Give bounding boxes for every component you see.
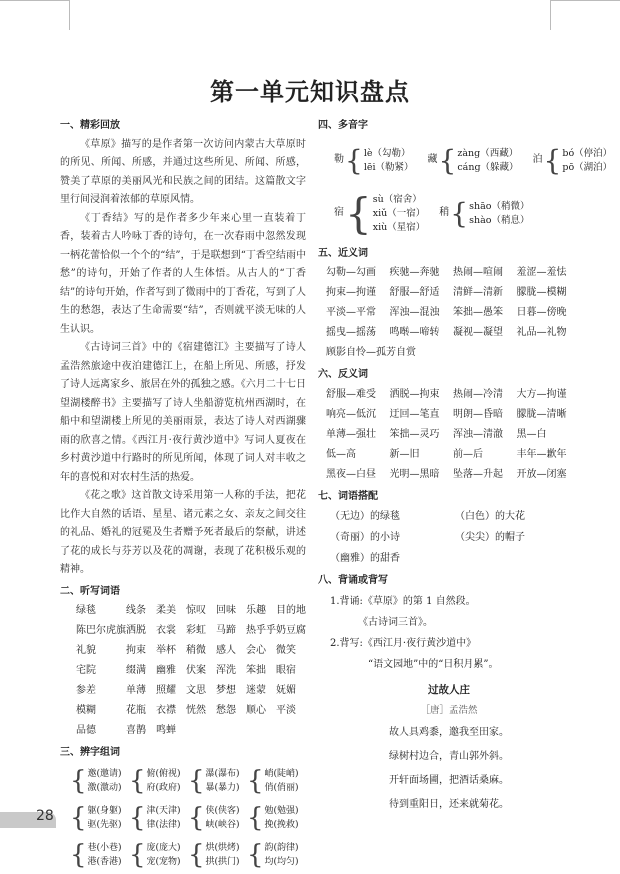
group-word: 俯(俯视) xyxy=(146,769,181,779)
group-word: 侠(侠客) xyxy=(205,806,240,816)
antonym-item: 黑夜—白昼 xyxy=(326,468,376,480)
brace-mark: { xyxy=(70,840,87,870)
dictation-word: 喜鹊 xyxy=(126,725,146,736)
group-word: 津(天津) xyxy=(146,806,181,816)
char-group-row xyxy=(70,800,306,837)
antonym-item: 低—高 xyxy=(326,448,356,460)
group-word: 烘(烘烤) xyxy=(205,843,240,853)
group-word: 峡(峡谷) xyxy=(205,820,240,830)
char-group-list xyxy=(60,763,306,874)
char-pair xyxy=(88,841,122,869)
group-word: 庞(庞大) xyxy=(146,843,181,853)
dictation-word: 衣襟 xyxy=(156,705,176,716)
dictation-word: 愁怨 xyxy=(216,705,236,716)
antonym-item: 前—后 xyxy=(453,448,483,460)
char-pair xyxy=(206,767,240,795)
antonym-item: 热闹—冷清 xyxy=(453,388,503,400)
antonym-item: 朦胧—清晰 xyxy=(516,408,567,420)
antonym-item: 光明—黑暗 xyxy=(389,468,440,480)
brace-mark: { xyxy=(450,196,469,230)
dictation-word: 伏案 xyxy=(186,665,206,676)
synonym-item: 鸣啭—啼转 xyxy=(389,327,440,338)
char-pair xyxy=(206,841,240,869)
section-heading-antonyms: 六、反义词 xyxy=(318,369,368,380)
synonym-item: 清鲜—清新 xyxy=(453,287,503,298)
dictation-word: 宅院 xyxy=(76,665,96,676)
dictation-word: 照耀 xyxy=(156,685,176,696)
section-heading-collocations: 七、词语搭配 xyxy=(318,490,378,502)
polyphone-char: 宿 xyxy=(334,207,344,219)
poem-author: ［唐］孟浩然 xyxy=(420,704,478,716)
antonym-grid xyxy=(326,385,580,485)
dictation-word: 惊叹 xyxy=(186,605,206,616)
polyphone-entry xyxy=(439,196,530,230)
brace-mark: { xyxy=(247,766,264,796)
antonym-item: 坠落—升起 xyxy=(453,468,503,480)
antonym-item: 洒脱—拘束 xyxy=(389,388,440,400)
polyphone-reading: lè（勾勒） xyxy=(363,147,411,159)
polyphone-reading: sù（宿舍） xyxy=(372,193,422,205)
char-pair xyxy=(206,804,240,832)
antonym-item: 大方—拘谨 xyxy=(516,388,567,400)
dictation-word: 洒脱 xyxy=(126,625,146,636)
polyphone-entry xyxy=(334,143,414,177)
group-word: 律(法律) xyxy=(146,820,181,830)
page-number: 28 xyxy=(36,808,54,824)
char-group-row xyxy=(70,763,306,800)
brace-mark: { xyxy=(345,188,372,238)
polyphone-readings xyxy=(469,200,529,228)
page-number-tab xyxy=(0,808,56,828)
polyphone-entry xyxy=(334,188,426,238)
review-paragraph: 《草原》描写的是作者第一次访问内蒙古大草原时的所见、所闻、所感，并通过这些所见、所闻、所感，赞美了草原的美丽风光和民族之间的团结。这篇散文字里行间浸润着浓郁的草原风情。 xyxy=(60,138,306,205)
dictation-word-grid xyxy=(76,601,306,741)
dictation-word: 奶豆腐 xyxy=(276,625,306,636)
char-group-row xyxy=(70,837,306,874)
review-paragraph: 《丁香结》写的是作者多少年来心里一直装着丁香，装着古人吟咏丁香的诗句，在一次春雨中忽然发现一柄花蕾恰似一个个的“结”，于是联想到“丁香空结雨中愁”的诗句，开始了作者的人生体悟。从古人的“丁香结”的诗句开始，作者写到了微雨中的丁香花，写到了人生的愁怨，表达了生命需要“结”，否则就平淡无味的人生认识。 xyxy=(60,212,306,335)
recite-line: 2.背写:《西江月·夜行黄沙道中》 xyxy=(330,637,477,649)
poem-line: 待到重阳日，还来就菊花。 xyxy=(389,798,509,810)
antonym-item: 迂回—笔直 xyxy=(389,408,440,420)
polyphone-row xyxy=(334,136,613,186)
brace-mark: { xyxy=(438,143,457,177)
brace-mark: { xyxy=(188,840,205,870)
brace-mark: { xyxy=(345,143,363,177)
group-word: 瀑(瀑布) xyxy=(205,769,240,779)
dictation-word: 幽雅 xyxy=(156,665,176,676)
dictation-word: 平淡 xyxy=(276,705,296,716)
group-word: 府(政府) xyxy=(146,783,181,793)
group-word: 韵(韵律) xyxy=(264,843,299,853)
group-word: 暴(暴力) xyxy=(205,783,240,793)
crop-mark-left xyxy=(0,0,70,30)
group-word: 驱(先驱) xyxy=(87,820,122,830)
collocation-grid xyxy=(330,506,580,569)
review-paragraph: 《花之歌》这首散文诗采用第一人称的手法，把花比作大自然的话语、星星、诸元素之女、亲友之间交往的礼品、婚礼的冠冕及生者赠予死者最后的祭献，讲述了花的成长与芬芳以及花的凋谢，表现了花积极乐观的精神。 xyxy=(60,490,306,575)
polyphone-entry xyxy=(427,143,519,177)
dictation-word: 会心 xyxy=(246,645,266,656)
dictation-word: 拘束 xyxy=(126,645,146,656)
char-group xyxy=(247,767,306,795)
char-group xyxy=(247,804,306,832)
polyphone-reading: xiǔ（一宿） xyxy=(372,207,426,219)
left-column xyxy=(60,114,306,874)
polyphone-readings xyxy=(364,147,414,175)
dictation-word: 眼宿 xyxy=(276,665,296,676)
poem-line: 开轩面场圃，把酒话桑麻。 xyxy=(389,774,509,786)
synonym-item: 勾勒—勾画 xyxy=(326,267,376,278)
group-word: 均(均匀) xyxy=(264,857,299,867)
antonym-item: 响亮—低沉 xyxy=(326,408,376,420)
dictation-word: 缀满 xyxy=(126,665,146,676)
dictation-word: 文思 xyxy=(186,685,206,696)
synonym-item: 凝视—凝望 xyxy=(453,327,503,338)
antonym-item: 丰年—歉年 xyxy=(516,448,567,460)
synonym-item: 舒服—舒适 xyxy=(389,287,440,298)
dictation-word: 目的地 xyxy=(276,605,306,616)
polyphone-readings xyxy=(373,193,426,235)
dictation-word: 恍然 xyxy=(186,705,206,716)
dictation-word: 顺心 xyxy=(246,705,266,716)
dictation-word: 衣裳 xyxy=(156,625,176,636)
dictation-word: 浑洗 xyxy=(216,665,236,676)
synonym-item: 礼品—礼物 xyxy=(516,327,567,338)
group-word: 激(激动) xyxy=(87,783,122,793)
char-group xyxy=(129,804,188,832)
group-word: 勉(勉强) xyxy=(264,806,299,816)
brace-mark: { xyxy=(129,803,146,833)
dictation-word: 妩媚 xyxy=(276,685,296,696)
dictation-word: 举杯 xyxy=(156,645,176,656)
char-pair xyxy=(265,804,299,832)
polyphone-char: 勒 xyxy=(334,154,344,166)
polyphone-readings xyxy=(562,147,612,175)
char-pair xyxy=(88,804,122,832)
polyphone-reading: lēi（勒紧） xyxy=(363,161,414,173)
synonym-item: 平淡—平常 xyxy=(326,307,376,318)
dictation-word: 迷蒙 xyxy=(246,685,266,696)
char-group xyxy=(70,767,129,795)
recite-line: 1.背诵:《草原》的第 1 自然段。 xyxy=(330,595,476,607)
group-word: 港(香港) xyxy=(87,857,122,867)
page-title: 第一单元知识盘点 xyxy=(210,78,410,106)
char-group xyxy=(188,767,247,795)
polyphone-row xyxy=(334,186,580,242)
synonym-item: 浑浊—混浊 xyxy=(389,307,440,318)
polyphone-reading: shào（稍息） xyxy=(469,214,530,226)
dictation-word: 礼貌 xyxy=(76,645,96,656)
dictation-word: 模糊 xyxy=(76,705,96,716)
group-word: 巷(小巷) xyxy=(87,843,122,853)
polyphone-reading: cáng（躲藏） xyxy=(457,161,519,173)
polyphone-char: 藏 xyxy=(427,154,438,166)
brace-mark: { xyxy=(129,840,146,870)
dictation-word: 单薄 xyxy=(126,685,146,696)
char-group xyxy=(247,841,306,869)
polyphone-char: 稍 xyxy=(439,207,450,219)
char-pair xyxy=(147,841,181,869)
char-pair xyxy=(88,767,122,795)
synonym-item: 羞涩—羞怯 xyxy=(516,267,567,278)
polyphone-char: 泊 xyxy=(532,154,543,166)
collocation-item: （无边）的绿毯 xyxy=(330,511,400,522)
collocation-item: （白色）的大花 xyxy=(455,511,525,522)
synonym-item: 朦胧—模糊 xyxy=(516,287,567,298)
polyphone-entry xyxy=(532,143,613,177)
section-heading-review: 一、精彩回放 xyxy=(60,120,120,131)
dictation-word: 感人 xyxy=(216,645,236,656)
poem-block xyxy=(318,679,580,817)
brace-mark: { xyxy=(247,803,264,833)
polyphone-readings xyxy=(457,147,518,175)
dictation-word: 鸣蝉 xyxy=(156,725,176,736)
dictation-word: 参差 xyxy=(76,685,96,696)
antonym-item: 舒服—难受 xyxy=(326,388,376,400)
review-paragraph: 《古诗词三首》中的《宿建德江》主要描写了诗人孟浩然旅途中夜泊建德江上，在船上所见、所感，抒发了诗人远离家乡、旅居在外的孤独之感。《六月二十七日望湖楼醉书》主要描写了诗人坐船游览杭州西湖时，在船中和望湖楼上所见的美丽雨景，表达了诗人对西湖骤雨的欣喜之情。《西江月·夜行黄沙道中》写词人夏夜在乡村黄沙道中行路时的所见所闻，体现了词人对丰收之年的喜悦和对农村生活的热爱。 xyxy=(60,342,306,483)
char-group xyxy=(70,804,129,832)
antonym-item: 新—旧 xyxy=(389,448,420,460)
antonym-item: 单薄—强壮 xyxy=(326,428,376,440)
group-word: 俏(俏丽) xyxy=(264,783,299,793)
char-pair xyxy=(147,804,181,832)
synonym-item: 疾驰—奔驰 xyxy=(389,267,440,278)
synonym-item: 摇曳—摇荡 xyxy=(326,327,376,338)
brace-mark: { xyxy=(129,766,146,796)
section-heading-dictation: 二、听写词语 xyxy=(60,585,120,597)
dictation-word: 乐趣 xyxy=(246,605,266,616)
synonym-item: 拘束—拘谨 xyxy=(326,287,376,298)
synonym-grid xyxy=(326,263,580,343)
brace-mark: { xyxy=(188,803,205,833)
poem-line: 绿树村边合，青山郭外斜。 xyxy=(389,750,509,762)
synonym-item: 顾影自怜—孤芳自赏 xyxy=(326,347,416,358)
group-word: 拱(拱门) xyxy=(205,857,240,867)
polyphone-reading: pō（湖泊） xyxy=(562,161,613,173)
recite-line: “语文园地”中的“日积月累”。 xyxy=(368,658,499,670)
dictation-word: 回味 xyxy=(216,605,236,616)
antonym-item: 黑—白 xyxy=(516,428,547,440)
char-group xyxy=(70,841,129,869)
recite-block xyxy=(330,591,580,675)
group-word: 躯(身躯) xyxy=(87,806,122,816)
antonym-item: 笨拙—灵巧 xyxy=(389,428,440,440)
dictation-word: 马蹄 xyxy=(216,625,236,636)
section-heading-polyphone: 四、多音字 xyxy=(318,120,368,131)
recite-line: 《古诗词三首》。 xyxy=(358,616,433,628)
char-pair xyxy=(265,767,299,795)
antonym-item: 开放—闭塞 xyxy=(516,468,567,480)
brace-mark: { xyxy=(188,766,205,796)
dictation-word: 陈巴尔虎旗 xyxy=(76,625,126,636)
brace-mark: { xyxy=(543,143,562,177)
section-heading-synonyms: 五、近义词 xyxy=(318,247,368,259)
dictation-word: 绿毯 xyxy=(76,605,96,616)
synonym-item: 笨拙—愚笨 xyxy=(453,307,503,318)
right-column xyxy=(318,114,613,817)
dictation-word: 线条 xyxy=(126,605,146,616)
dictation-word: 热乎乎 xyxy=(246,625,276,636)
collocation-item: （奇丽）的小诗 xyxy=(330,532,400,543)
poem-title: 过故人庄 xyxy=(428,683,470,696)
group-word: 挽(挽救) xyxy=(264,820,299,830)
dictation-word: 柔美 xyxy=(156,605,176,616)
char-group xyxy=(129,767,188,795)
polyphone-reading: zàng（西藏） xyxy=(457,147,519,159)
char-group xyxy=(188,804,247,832)
dictation-word: 花瓶 xyxy=(126,705,146,716)
collocation-item: （幽雅）的甜香 xyxy=(330,553,400,564)
polyphone-reading: xiù（星宿） xyxy=(372,221,426,233)
group-word: 峭(陡峭) xyxy=(264,769,299,779)
section-heading-recite: 八、背诵或背写 xyxy=(318,575,388,586)
group-word: 宠(宠物) xyxy=(146,857,181,867)
brace-mark: { xyxy=(70,766,87,796)
section-heading-groups: 三、辨字组词 xyxy=(60,747,120,758)
dictation-word: 稍微 xyxy=(186,645,206,656)
dictation-word: 彩虹 xyxy=(186,625,206,636)
group-word: 邀(邀请) xyxy=(87,769,122,779)
collocation-item: （尖尖）的帽子 xyxy=(455,532,525,543)
char-pair xyxy=(265,841,299,869)
polyphone-reading: shāo（稍微） xyxy=(469,200,530,212)
synonym-item: 日暮—傍晚 xyxy=(516,307,567,318)
char-pair xyxy=(147,767,181,795)
antonym-item: 明朗—昏暗 xyxy=(453,408,503,420)
poem-line: 故人具鸡黍，邀我至田家。 xyxy=(389,726,509,738)
synonym-item: 热闹—喧闹 xyxy=(453,267,503,278)
char-group xyxy=(188,841,247,869)
char-group xyxy=(129,841,188,869)
dictation-word: 品德 xyxy=(76,725,96,736)
dictation-word: 微笑 xyxy=(276,645,296,656)
crop-mark-right xyxy=(550,0,620,30)
antonym-item: 浑浊—清澈 xyxy=(453,428,503,440)
brace-mark: { xyxy=(247,840,264,870)
brace-mark: { xyxy=(70,803,87,833)
dictation-word: 梦想 xyxy=(216,685,236,696)
polyphone-reading: bó（停泊） xyxy=(562,147,613,159)
dictation-word: 笨拙 xyxy=(246,665,266,676)
